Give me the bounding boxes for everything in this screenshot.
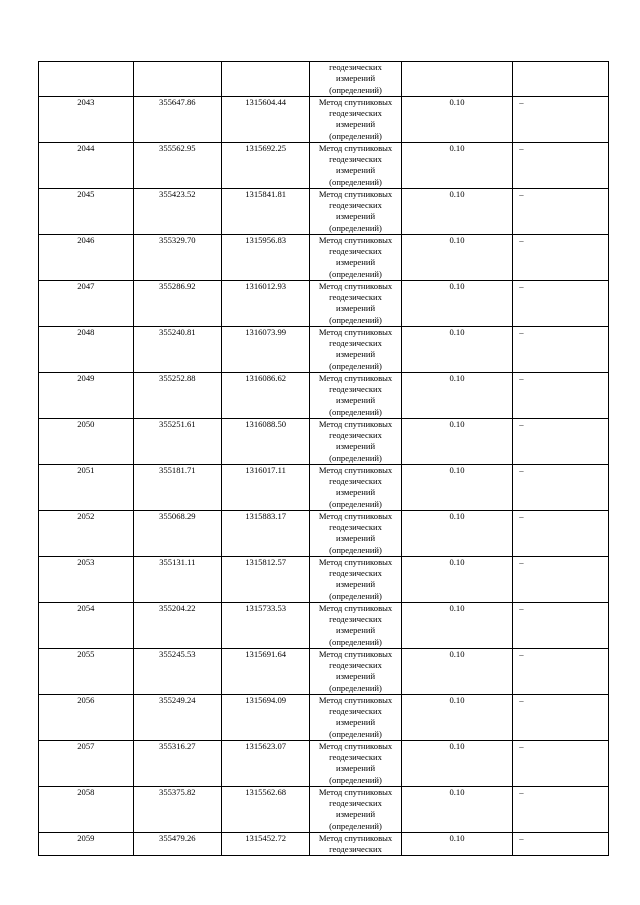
table-row — [39, 142, 609, 188]
accuracy-cell: 0.10 — [401, 418, 512, 464]
accuracy-cell — [401, 62, 512, 97]
table-row — [39, 234, 609, 280]
accuracy-cell: 0.10 — [401, 188, 512, 234]
x-coordinate-cell: 355204.22 — [133, 602, 221, 648]
method-cell: Метод спутниковых геодезических измерений (определений) — [310, 602, 401, 648]
accuracy-cell: 0.10 — [401, 648, 512, 694]
point-number-cell: 2059 — [39, 832, 134, 856]
y-coordinate-cell: 1316017.11 — [221, 464, 309, 510]
accuracy-cell: 0.10 — [401, 464, 512, 510]
description-cell: – — [513, 832, 609, 856]
x-coordinate-cell: 355479.26 — [133, 832, 221, 856]
coordinates-table — [38, 61, 609, 856]
accuracy-cell: 0.10 — [401, 602, 512, 648]
y-coordinate-cell: 1316012.93 — [221, 280, 309, 326]
table-row — [39, 694, 609, 740]
x-coordinate-cell: 355375.82 — [133, 786, 221, 832]
accuracy-cell: 0.10 — [401, 326, 512, 372]
description-cell: – — [513, 786, 609, 832]
table-row — [39, 326, 609, 372]
description-cell: – — [513, 372, 609, 418]
description-cell: – — [513, 648, 609, 694]
method-cell: Метод спутниковых геодезических измерений (определений) — [310, 786, 401, 832]
point-number-cell: 2057 — [39, 740, 134, 786]
table-row — [39, 280, 609, 326]
method-cell: Метод спутниковых геодезических измерений (определений) — [310, 280, 401, 326]
method-cell: Метод спутниковых геодезических измерений (определений) — [310, 510, 401, 556]
description-cell: – — [513, 280, 609, 326]
y-coordinate-cell: 1315694.09 — [221, 694, 309, 740]
method-cell: Метод спутниковых геодезических измерений (определений) — [310, 418, 401, 464]
point-number-cell: 2048 — [39, 326, 134, 372]
description-cell: – — [513, 142, 609, 188]
x-coordinate-cell: 355252.88 — [133, 372, 221, 418]
point-number-cell: 2051 — [39, 464, 134, 510]
point-number-cell: 2043 — [39, 96, 134, 142]
table-row — [39, 832, 609, 856]
method-cell: Метод спутниковых геодезических измерений (определений) — [310, 234, 401, 280]
y-coordinate-cell: 1316086.62 — [221, 372, 309, 418]
point-number-cell: 2047 — [39, 280, 134, 326]
description-cell: – — [513, 96, 609, 142]
method-cell: Метод спутниковых геодезических измерений (определений) — [310, 556, 401, 602]
x-coordinate-cell: 355249.24 — [133, 694, 221, 740]
point-number-cell: 2049 — [39, 372, 134, 418]
x-coordinate-cell: 355316.27 — [133, 740, 221, 786]
point-number-cell — [39, 62, 134, 97]
accuracy-cell: 0.10 — [401, 694, 512, 740]
x-coordinate-cell: 355245.53 — [133, 648, 221, 694]
y-coordinate-cell: 1316073.99 — [221, 326, 309, 372]
method-cell: Метод спутниковых геодезических измерений (определений) — [310, 464, 401, 510]
y-coordinate-cell: 1315562.68 — [221, 786, 309, 832]
y-coordinate-cell: 1315733.53 — [221, 602, 309, 648]
point-number-cell: 2055 — [39, 648, 134, 694]
point-number-cell: 2052 — [39, 510, 134, 556]
table-row — [39, 96, 609, 142]
x-coordinate-cell — [133, 62, 221, 97]
description-cell: – — [513, 464, 609, 510]
description-cell: – — [513, 234, 609, 280]
accuracy-cell: 0.10 — [401, 96, 512, 142]
description-cell: – — [513, 740, 609, 786]
x-coordinate-cell: 355181.71 — [133, 464, 221, 510]
x-coordinate-cell: 355131.11 — [133, 556, 221, 602]
point-number-cell: 2046 — [39, 234, 134, 280]
accuracy-cell: 0.10 — [401, 832, 512, 856]
method-cell: Метод спутниковых геодезических измерений (определений) — [310, 740, 401, 786]
accuracy-cell: 0.10 — [401, 556, 512, 602]
point-number-cell: 2054 — [39, 602, 134, 648]
accuracy-cell: 0.10 — [401, 786, 512, 832]
y-coordinate-cell: 1315956.83 — [221, 234, 309, 280]
accuracy-cell: 0.10 — [401, 740, 512, 786]
point-number-cell: 2044 — [39, 142, 134, 188]
x-coordinate-cell: 355562.95 — [133, 142, 221, 188]
y-coordinate-cell: 1315692.25 — [221, 142, 309, 188]
method-cell: Метод спутниковых геодезических измерений (определений) — [310, 694, 401, 740]
accuracy-cell: 0.10 — [401, 280, 512, 326]
y-coordinate-cell: 1315623.07 — [221, 740, 309, 786]
y-coordinate-cell: 1316088.50 — [221, 418, 309, 464]
table-row-continuation — [39, 62, 609, 97]
y-coordinate-cell — [221, 62, 309, 97]
method-cell: Метод спутниковых геодезических измерений (определений) — [310, 142, 401, 188]
table-row — [39, 372, 609, 418]
accuracy-cell: 0.10 — [401, 372, 512, 418]
method-cell: Метод спутниковых геодезических измерений (определений) — [310, 648, 401, 694]
x-coordinate-cell: 355251.61 — [133, 418, 221, 464]
x-coordinate-cell: 355329.70 — [133, 234, 221, 280]
table-row — [39, 740, 609, 786]
method-cell: Метод спутниковых геодезических измерений (определений) — [310, 96, 401, 142]
x-coordinate-cell: 355647.86 — [133, 96, 221, 142]
table-row — [39, 464, 609, 510]
description-cell: – — [513, 556, 609, 602]
point-number-cell: 2050 — [39, 418, 134, 464]
y-coordinate-cell: 1315812.57 — [221, 556, 309, 602]
coordinates-table-body — [39, 62, 609, 856]
point-number-cell: 2045 — [39, 188, 134, 234]
table-row — [39, 786, 609, 832]
table-row — [39, 648, 609, 694]
y-coordinate-cell: 1315691.64 — [221, 648, 309, 694]
table-row — [39, 418, 609, 464]
accuracy-cell: 0.10 — [401, 234, 512, 280]
description-cell — [513, 62, 609, 97]
y-coordinate-cell: 1315452.72 — [221, 832, 309, 856]
description-cell: – — [513, 694, 609, 740]
point-number-cell: 2056 — [39, 694, 134, 740]
x-coordinate-cell: 355068.29 — [133, 510, 221, 556]
method-cell: геодезических измерений (определений) — [310, 62, 401, 97]
x-coordinate-cell: 355240.81 — [133, 326, 221, 372]
method-cell: Метод спутниковых геодезических измерений (определений) — [310, 372, 401, 418]
point-number-cell: 2053 — [39, 556, 134, 602]
accuracy-cell: 0.10 — [401, 510, 512, 556]
x-coordinate-cell: 355286.92 — [133, 280, 221, 326]
point-number-cell: 2058 — [39, 786, 134, 832]
description-cell: – — [513, 418, 609, 464]
y-coordinate-cell: 1315841.81 — [221, 188, 309, 234]
table-row — [39, 188, 609, 234]
y-coordinate-cell: 1315883.17 — [221, 510, 309, 556]
method-cell: Метод спутниковых геодезических измерений (определений) — [310, 188, 401, 234]
method-cell: Метод спутниковых геодезических — [310, 832, 401, 856]
description-cell: – — [513, 326, 609, 372]
method-cell: Метод спутниковых геодезических измерений (определений) — [310, 326, 401, 372]
description-cell: – — [513, 510, 609, 556]
x-coordinate-cell: 355423.52 — [133, 188, 221, 234]
description-cell: – — [513, 602, 609, 648]
table-row — [39, 510, 609, 556]
table-row — [39, 556, 609, 602]
accuracy-cell: 0.10 — [401, 142, 512, 188]
description-cell: – — [513, 188, 609, 234]
table-row — [39, 602, 609, 648]
y-coordinate-cell: 1315604.44 — [221, 96, 309, 142]
